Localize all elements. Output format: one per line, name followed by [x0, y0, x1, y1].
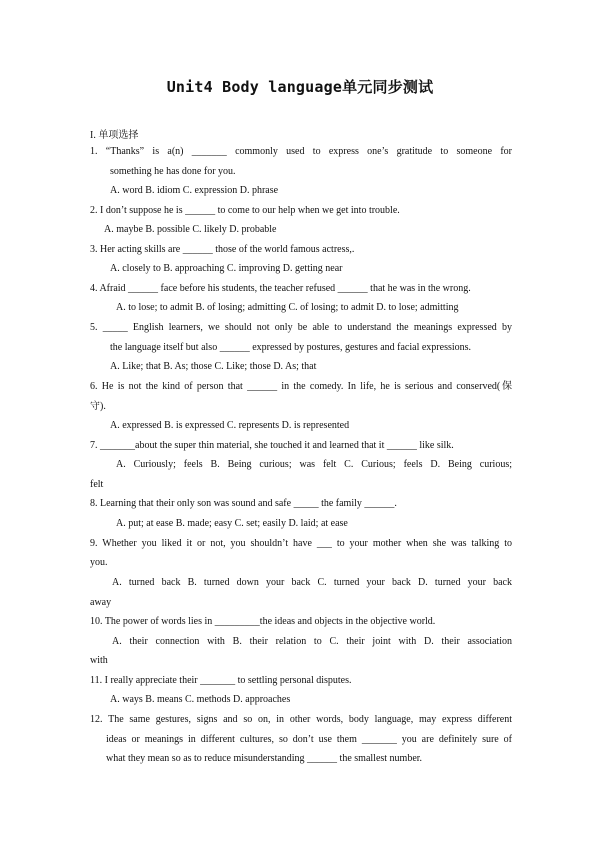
question-12-text-cont: ideas or meanings in different cultures, so don’t use them _______ you are definitely sure of [106, 734, 512, 745]
question-10-options: A. their connection with B. their relation to C. their joint with D. their association [112, 636, 512, 647]
question-9-text: 9. Whether you liked it or not, you shouldn’t have ___ to your mother when she was talking to [90, 538, 512, 549]
question-1-text: 1. “Thanks” is a(n) _______ commonly used to express one’s gratitude to someone for [90, 146, 512, 157]
question-11-options: A. ways B. means C. methods D. approaches [110, 694, 291, 705]
question-1-text-cont: something he has done for you. [110, 166, 236, 177]
question-12-text: 12. The same gestures, signs and so on, in other words, body language, may express different [90, 714, 512, 725]
question-3-text: 3. Her acting skills are ______ those of the world famous actress,. [90, 244, 355, 255]
question-5-text: 5. _____ English learners, we should not only be able to understand the meanings expressed by [90, 322, 512, 333]
question-2-options: A. maybe B. possible C. likely D. probable [104, 224, 277, 235]
question-10-text: 10. The power of words lies in _________the ideas and objects in the objective world. [90, 616, 436, 627]
document-title: Unit4 Body language单元同步测试 [166, 78, 434, 96]
question-6-text-cont: 守). [90, 401, 106, 412]
question-4-text: 4. Afraid ______ face before his students, the teacher refused ______ that he was in the wrong. [90, 283, 471, 294]
question-6-text: 6. He is not the kind of person that ______ in the comedy. In life, he is serious and conserved(保 [90, 381, 512, 392]
question-9-options: A. turned back B. turned down your back C. turned your back D. turned your back [112, 577, 512, 588]
question-11-text: 11. I really appreciate their _______ to settling personal disputes. [90, 675, 352, 686]
question-8-text: 8. Learning that their only son was sound and safe _____ the family ______. [90, 498, 397, 509]
question-2-text: 2. I don’t suppose he is ______ to come to our help when we get into trouble. [90, 205, 400, 216]
section-heading: I. 单项选择 [90, 130, 139, 141]
question-4-options: A. to lose; to admit B. of losing; admitting C. of losing; to admit D. to lose; admitting [116, 302, 459, 313]
question-7-options-cont: felt [90, 479, 104, 490]
question-8-options: A. put; at ease B. made; easy C. set; easily D. laid; at ease [116, 518, 348, 529]
question-7-text: 7. _______about the super thin material, she touched it and learned that it ______ like silk. [90, 440, 454, 451]
question-1-options: A. word B. idiom C. expression D. phrase [110, 185, 279, 196]
question-9-text-cont: you. [90, 557, 108, 568]
question-6-options: A. expressed B. is expressed C. represents D. is represented [110, 420, 350, 431]
question-7-options: A. Curiously; feels B. Being curious; was felt C. Curious; feels D. Being curious; [116, 459, 512, 470]
question-12-text-cont-2: what they mean so as to reduce misunderstanding ______ the smallest number. [106, 753, 423, 764]
question-10-options-cont: with [90, 655, 108, 666]
question-3-options: A. closely to B. approaching C. improving D. getting near [110, 263, 343, 274]
question-5-text-cont: the language itself but also ______ expressed by postures, gestures and facial expressions. [110, 342, 472, 353]
question-5-options: A. Like; that B. As; those C. Like; those D. As; that [110, 361, 317, 372]
question-9-options-cont: away [90, 597, 112, 608]
